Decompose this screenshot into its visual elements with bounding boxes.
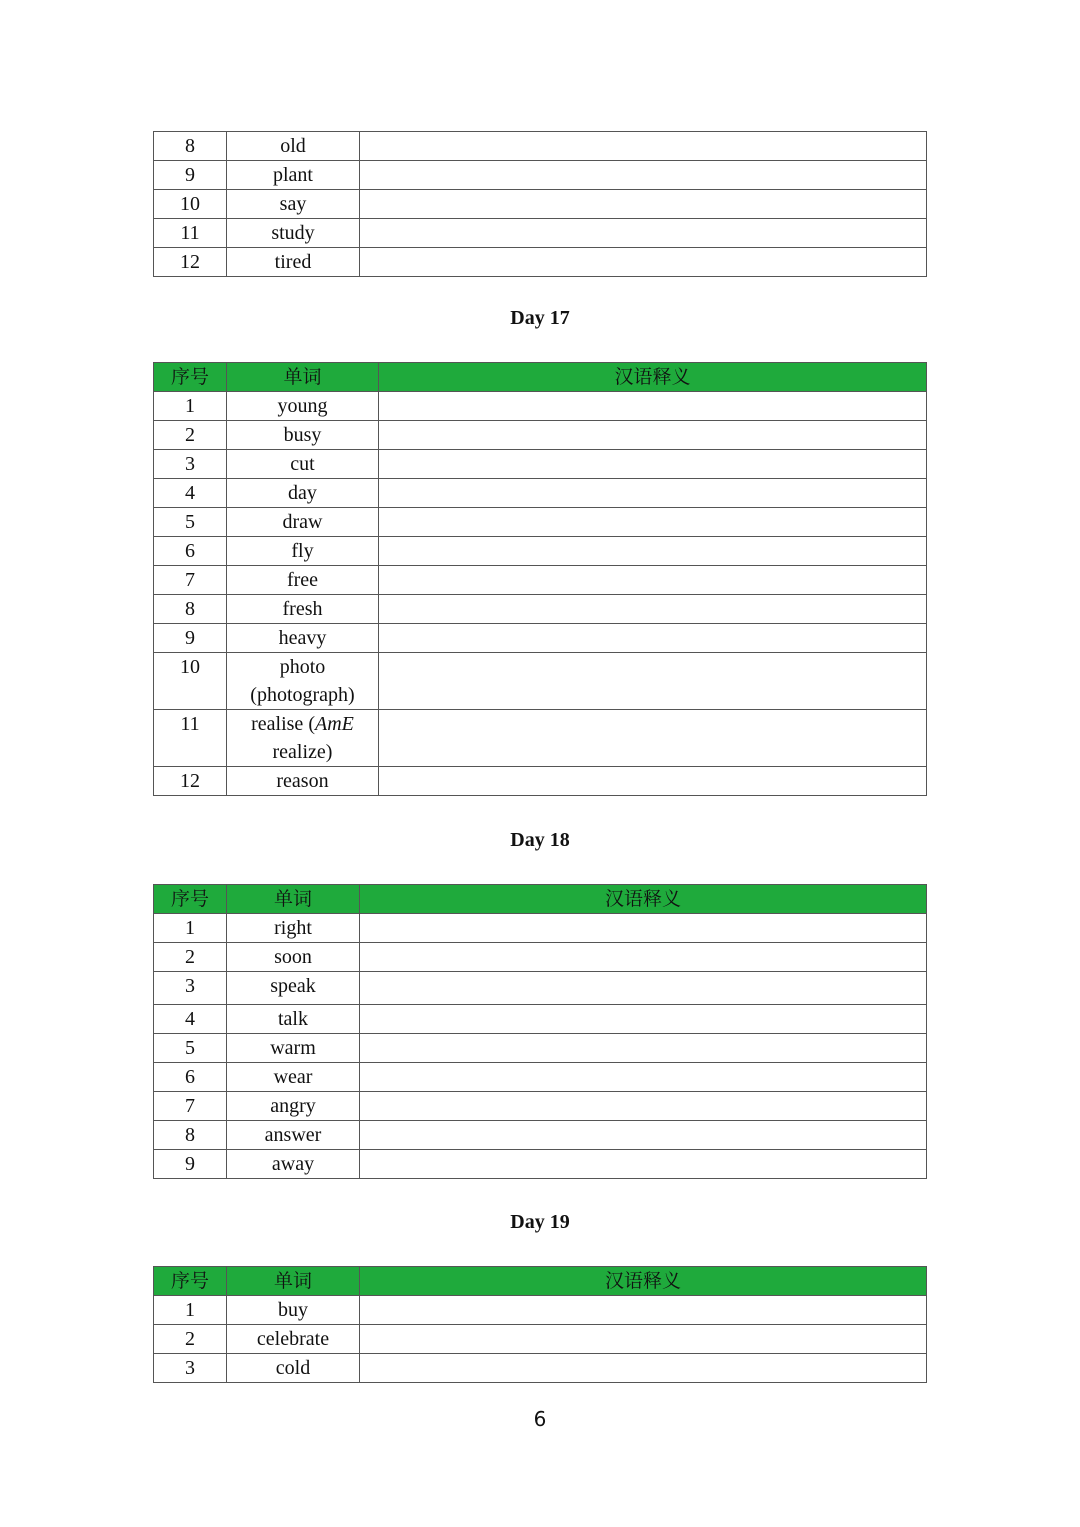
header-meaning: 汉语释义: [360, 1267, 927, 1296]
row-number: 5: [154, 508, 227, 537]
meaning-cell[interactable]: [360, 219, 927, 248]
meaning-cell[interactable]: [360, 161, 927, 190]
vocab-table-day-17: [153, 362, 927, 796]
row-word: talk: [227, 1005, 360, 1034]
table-row: [154, 219, 927, 248]
row-word: speak: [227, 972, 360, 1005]
meaning-cell[interactable]: [379, 566, 927, 595]
row-number: 11: [154, 710, 227, 767]
row-word: busy: [227, 421, 379, 450]
meaning-cell[interactable]: [379, 421, 927, 450]
row-word: cold: [227, 1354, 360, 1383]
row-word: soon: [227, 943, 360, 972]
header-meaning: 汉语释义: [379, 363, 927, 392]
row-number: 7: [154, 566, 227, 595]
table-row: [154, 1092, 927, 1121]
row-number: 6: [154, 537, 227, 566]
word-line-2: (photograph): [250, 684, 355, 706]
header-number: 序号: [154, 363, 227, 392]
meaning-cell[interactable]: [379, 710, 927, 767]
word-line: realise (: [251, 713, 315, 735]
row-number: 8: [154, 595, 227, 624]
meaning-cell[interactable]: [379, 392, 927, 421]
row-number: 2: [154, 1325, 227, 1354]
row-number: 2: [154, 421, 227, 450]
row-number: 5: [154, 1034, 227, 1063]
table-row: [154, 537, 927, 566]
table-row: [154, 450, 927, 479]
row-number: 3: [154, 972, 227, 1005]
table-row: [154, 972, 927, 1005]
table-row: [154, 508, 927, 537]
table-row: [154, 767, 927, 796]
row-word: old: [227, 132, 360, 161]
header-row: [154, 363, 927, 392]
row-word: celebrate: [227, 1325, 360, 1354]
meaning-cell[interactable]: [360, 1063, 927, 1092]
row-number: 12: [154, 767, 227, 796]
meaning-cell[interactable]: [360, 132, 927, 161]
table-row: [154, 479, 927, 508]
meaning-cell[interactable]: [379, 624, 927, 653]
meaning-cell[interactable]: [360, 248, 927, 277]
table-row: [154, 1325, 927, 1354]
word-italic-note: AmE: [314, 713, 354, 735]
meaning-cell[interactable]: [360, 1296, 927, 1325]
row-word: [227, 710, 379, 767]
table-row: [154, 248, 927, 277]
meaning-cell[interactable]: [360, 943, 927, 972]
header-word: 单词: [227, 1267, 360, 1296]
table-row: [154, 624, 927, 653]
vocab-table-day-18: [153, 884, 927, 1179]
row-number: 11: [154, 219, 227, 248]
row-word: young: [227, 392, 379, 421]
row-number: 9: [154, 1150, 227, 1179]
row-word: heavy: [227, 624, 379, 653]
header-word: 单词: [227, 885, 360, 914]
meaning-cell[interactable]: [360, 1092, 927, 1121]
header-row: [154, 885, 927, 914]
table-row: [154, 392, 927, 421]
row-word: away: [227, 1150, 360, 1179]
meaning-cell[interactable]: [379, 479, 927, 508]
row-number: 8: [154, 1121, 227, 1150]
table-row: [154, 161, 927, 190]
row-number: 12: [154, 248, 227, 277]
header-row: [154, 1267, 927, 1296]
row-number: 8: [154, 132, 227, 161]
row-word: cut: [227, 450, 379, 479]
table-row: [154, 653, 927, 710]
meaning-cell[interactable]: [360, 190, 927, 219]
row-word: day: [227, 479, 379, 508]
row-word: say: [227, 190, 360, 219]
row-word: free: [227, 566, 379, 595]
table-row: [154, 1063, 927, 1092]
table-row: [154, 1354, 927, 1383]
meaning-cell[interactable]: [360, 1354, 927, 1383]
row-word: warm: [227, 1034, 360, 1063]
table-row: [154, 1121, 927, 1150]
table-row: [154, 190, 927, 219]
word-line-2: realize): [272, 741, 333, 763]
row-number: 3: [154, 450, 227, 479]
row-number: 9: [154, 624, 227, 653]
row-word: fly: [227, 537, 379, 566]
row-word: fresh: [227, 595, 379, 624]
row-word: buy: [227, 1296, 360, 1325]
row-number: 9: [154, 161, 227, 190]
table-body: [154, 914, 927, 1179]
table-row: [154, 943, 927, 972]
row-number: 10: [154, 653, 227, 710]
meaning-cell[interactable]: [379, 508, 927, 537]
meaning-cell[interactable]: [360, 1121, 927, 1150]
table-row: [154, 132, 927, 161]
row-word: tired: [227, 248, 360, 277]
table-body: [154, 392, 927, 796]
table-header: [154, 1267, 927, 1296]
table-row: [154, 710, 927, 767]
row-word: angry: [227, 1092, 360, 1121]
row-number: 3: [154, 1354, 227, 1383]
word-line: photo: [279, 656, 326, 678]
day-17-title: Day 17: [510, 307, 570, 329]
row-number: 1: [154, 392, 227, 421]
row-word: study: [227, 219, 360, 248]
row-word: [227, 653, 379, 710]
row-word: right: [227, 914, 360, 943]
row-number: 2: [154, 943, 227, 972]
header-meaning: 汉语释义: [360, 885, 927, 914]
row-number: 1: [154, 1296, 227, 1325]
table-row: [154, 1150, 927, 1179]
meaning-cell[interactable]: [379, 767, 927, 796]
row-word: wear: [227, 1063, 360, 1092]
meaning-cell[interactable]: [379, 653, 927, 710]
table-row: [154, 1034, 927, 1063]
row-word: draw: [227, 508, 379, 537]
table-header: [154, 363, 927, 392]
row-number: 4: [154, 479, 227, 508]
header-number: 序号: [154, 885, 227, 914]
table-row: [154, 566, 927, 595]
day-18-title: Day 18: [510, 829, 570, 851]
table-row: [154, 421, 927, 450]
table-body: [154, 1296, 927, 1383]
table-row: [154, 595, 927, 624]
row-word: plant: [227, 161, 360, 190]
page-number: 6: [533, 1407, 547, 1431]
row-number: 4: [154, 1005, 227, 1034]
table-row: [154, 1296, 927, 1325]
meaning-cell[interactable]: [360, 1034, 927, 1063]
table-header: [154, 885, 927, 914]
table-row: [154, 1005, 927, 1034]
meaning-cell[interactable]: [360, 914, 927, 943]
meaning-cell[interactable]: [360, 1325, 927, 1354]
row-number: 7: [154, 1092, 227, 1121]
meaning-cell[interactable]: [360, 1005, 927, 1034]
meaning-cell[interactable]: [360, 972, 927, 1005]
table-body: [154, 132, 927, 277]
meaning-cell[interactable]: [379, 595, 927, 624]
meaning-cell[interactable]: [379, 537, 927, 566]
meaning-cell[interactable]: [360, 1150, 927, 1179]
header-word: 单词: [227, 363, 379, 392]
vocab-table-day-19: [153, 1266, 927, 1383]
row-number: 1: [154, 914, 227, 943]
meaning-cell[interactable]: [379, 450, 927, 479]
row-word: reason: [227, 767, 379, 796]
table-row: [154, 914, 927, 943]
day-19-title: Day 19: [510, 1211, 570, 1233]
header-number: 序号: [154, 1267, 227, 1296]
row-number: 10: [154, 190, 227, 219]
row-word: answer: [227, 1121, 360, 1150]
row-number: 6: [154, 1063, 227, 1092]
vocab-table-continued: [153, 131, 927, 277]
